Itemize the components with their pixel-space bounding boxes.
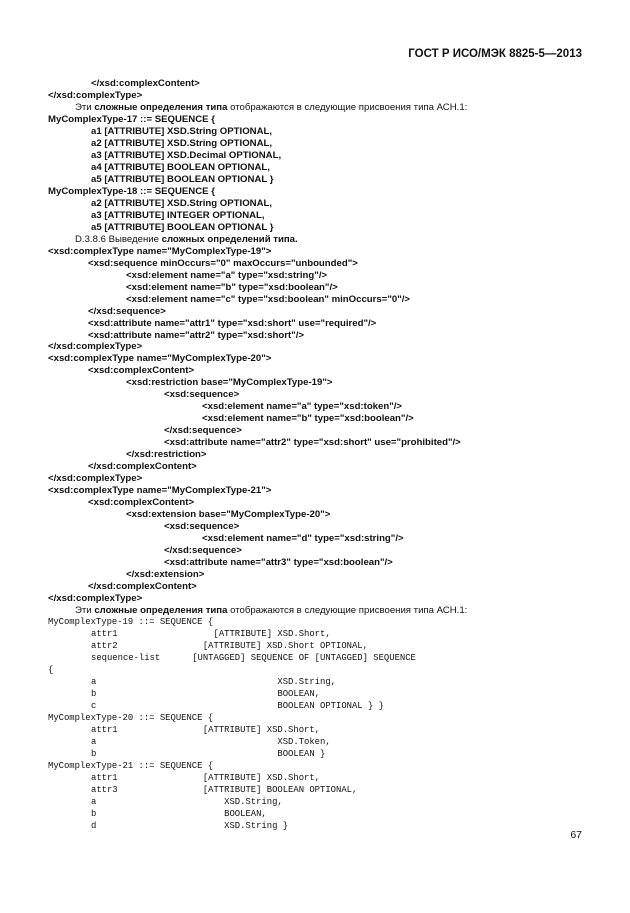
code-line: <xsd:element name="a" type="xsd:string"/>: [126, 270, 328, 281]
bold-term: сложных определений типа.: [161, 234, 298, 245]
code-line: a3 [ATTRIBUTE] XSD.Decimal OPTIONAL,: [91, 150, 282, 161]
page-number: 67: [570, 829, 582, 841]
code-line: <xsd:sequence minOccurs="0" maxOccurs="unbounded">: [88, 258, 358, 269]
code-line: <xsd:element name="b" type="xsd:boolean"/>: [126, 282, 338, 293]
text-run: отображаются в следующие присвоения типа АСН.1:: [227, 102, 468, 113]
code-line: </xsd:complexContent>: [91, 78, 200, 89]
code-line: <xsd:complexContent>: [88, 497, 195, 508]
code-line: a5 [ATTRIBUTE] BOOLEAN OPTIONAL }: [91, 174, 274, 185]
code-line: <xsd:complexType name="MyComplexType-21">: [48, 485, 272, 496]
code-line: <xsd:element name="b" type="xsd:boolean"/>: [202, 413, 414, 424]
code-line: a1 [ATTRIBUTE] XSD.String OPTIONAL,: [91, 126, 273, 137]
code-line: <xsd:element name="d" type="xsd:string"/>: [202, 533, 404, 544]
asn-line: MyComplexType-20 ::= SEQUENCE {: [48, 713, 214, 723]
code-line: a3 [ATTRIBUTE] INTEGER OPTIONAL,: [91, 210, 265, 221]
code-line: a5 [ATTRIBUTE] BOOLEAN OPTIONAL }: [91, 222, 274, 233]
code-line: </xsd:complexContent>: [88, 581, 197, 592]
paragraph-text: [75, 102, 467, 114]
asn-line: a XSD.String,: [91, 797, 283, 807]
asn-line: a XSD.Token,: [91, 737, 331, 747]
code-line: </xsd:sequence>: [88, 306, 166, 317]
code-line: </xsd:complexContent>: [88, 461, 197, 472]
code-line: </xsd:complexType>: [48, 90, 143, 101]
code-line: <xsd:sequence>: [164, 521, 240, 532]
code-line: </xsd:restriction>: [126, 449, 207, 460]
code-line: <xsd:attribute name="attr1" type="xsd:short" use="required"/>: [88, 318, 377, 329]
asn-line: a XSD.String,: [91, 677, 336, 687]
asn-line: attr2 [ATTRIBUTE] XSD.Short OPTIONAL,: [91, 641, 368, 651]
code-line: </xsd:complexType>: [48, 341, 143, 352]
code-line: <xsd:attribute name="attr3" type="xsd:boolean"/>: [164, 557, 393, 568]
code-line: </xsd:sequence>: [164, 425, 242, 436]
code-line: </xsd:complexType>: [48, 473, 143, 484]
code-line: a2 [ATTRIBUTE] XSD.String OPTIONAL,: [91, 198, 273, 209]
asn-line: MyComplexType-19 ::= SEQUENCE {: [48, 617, 214, 627]
code-line: <xsd:attribute name="attr2" type="xsd:short"/>: [88, 330, 304, 341]
code-line: <xsd:complexType name="MyComplexType-19">: [48, 246, 272, 257]
code-line: MyComplexType-17 ::= SEQUENCE {: [48, 114, 215, 125]
code-line: <xsd:attribute name="attr2" type="xsd:short" use="prohibited"/>: [164, 437, 461, 448]
code-line: <xsd:element name="a" type="xsd:token"/>: [202, 401, 403, 412]
code-line: <xsd:complexContent>: [88, 365, 195, 376]
asn-line: c BOOLEAN OPTIONAL } }: [91, 701, 384, 711]
text-run: D.3.8.6 Выведение: [75, 234, 162, 245]
asn-line: {: [48, 665, 54, 675]
code-line: MyComplexType-18 ::= SEQUENCE {: [48, 186, 215, 197]
document-header: ГОСТ Р ИСО/МЭК 8825-5—2013: [408, 48, 582, 60]
code-line: <xsd:extension base="MyComplexType-20">: [126, 509, 331, 520]
text-run: Эти: [75, 102, 95, 113]
asn-line: b BOOLEAN,: [91, 689, 321, 699]
asn-line: attr3 [ATTRIBUTE] BOOLEAN OPTIONAL,: [91, 785, 358, 795]
code-line: </xsd:sequence>: [164, 545, 242, 556]
code-line: a4 [ATTRIBUTE] BOOLEAN OPTIONAL,: [91, 162, 270, 173]
asn-line: attr1 [ATTRIBUTE] XSD.Short,: [91, 725, 321, 735]
bold-term: сложные определения типа: [94, 605, 228, 616]
asn-line: d XSD.String }: [91, 821, 289, 831]
paragraph-text: [75, 605, 467, 617]
code-line: a2 [ATTRIBUTE] XSD.String OPTIONAL,: [91, 138, 273, 149]
code-line: <xsd:complexType name="MyComplexType-20">: [48, 353, 272, 364]
asn-line: b BOOLEAN,: [91, 809, 267, 819]
code-line: <xsd:element name="c" type="xsd:boolean" minOccurs="0"/>: [126, 294, 411, 305]
asn-line: MyComplexType-21 ::= SEQUENCE {: [48, 761, 214, 771]
text-run: Эти: [75, 605, 95, 616]
code-line: </xsd:complexType>: [48, 593, 143, 604]
asn-line: sequence-list [UNTAGGED] SEQUENCE OF [UNTAGGED] SEQUENCE: [91, 653, 416, 663]
code-line: <xsd:restriction base="MyComplexType-19">: [126, 377, 333, 388]
section-heading: [75, 234, 298, 246]
asn-line: b BOOLEAN }: [91, 749, 326, 759]
asn-line: attr1 [ATTRIBUTE] XSD.Short,: [91, 773, 321, 783]
bold-term: сложные определения типа: [94, 102, 228, 113]
code-line: </xsd:extension>: [126, 569, 205, 580]
text-run: отображаются в следующие присвоения типа АСН.1:: [227, 605, 468, 616]
asn-line: attr1 [ATTRIBUTE] XSD.Short,: [91, 629, 331, 639]
code-line: <xsd:sequence>: [164, 389, 240, 400]
